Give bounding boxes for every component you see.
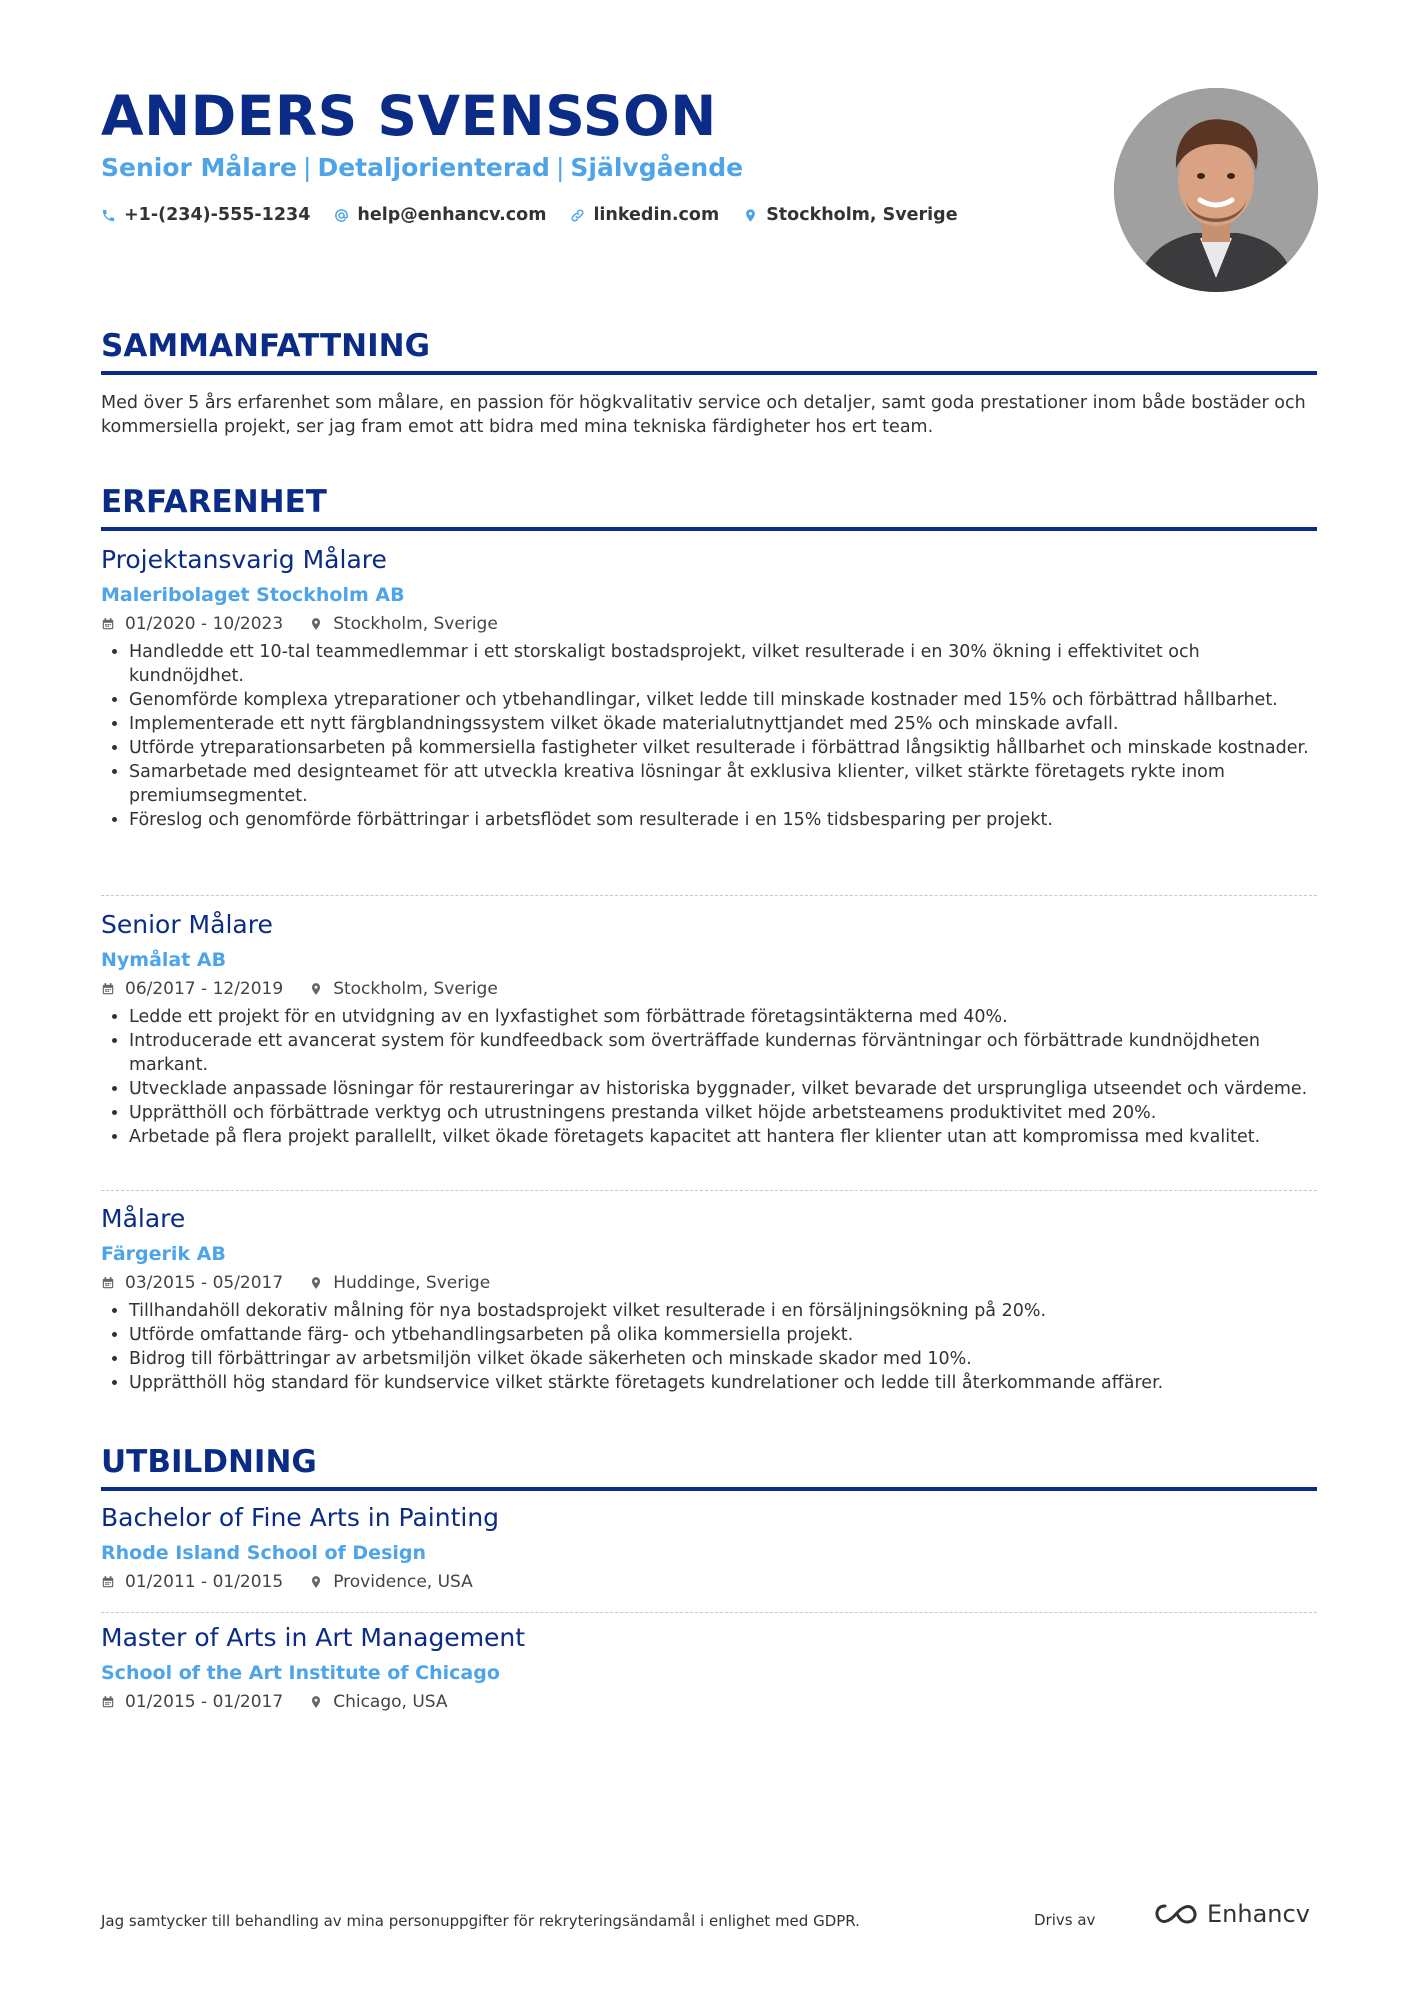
- powered-by-label: Drivs av: [1034, 1911, 1096, 1929]
- phone-text: +1-(234)-555-1234: [124, 205, 311, 225]
- profile-photo: [1114, 88, 1318, 292]
- section-title-summary: SAMMANFATTNING: [101, 328, 431, 364]
- job-location: [309, 612, 498, 636]
- map-pin-icon: [309, 1276, 323, 1290]
- education-location: [309, 1690, 447, 1714]
- tagline-separator: |: [303, 153, 312, 182]
- brand-name: Enhancv: [1207, 1900, 1310, 1928]
- tagline-item: Självgående: [570, 153, 744, 182]
- experience-entry: [101, 544, 1317, 832]
- company-name: Nymålat AB: [101, 949, 227, 971]
- list-item: • Tillhandahöll dekorativ målning för nya bostadsprojekt vilket resulterade i en försäljningsökning på 20%.: [129, 1299, 1317, 1323]
- location-text: Huddinge, Sverige: [333, 1273, 491, 1293]
- list-item: • Upprätthöll hög standard för kundservice vilket stärkte företagets kundrelationer och ledde till återkommande affärer.: [129, 1371, 1317, 1395]
- company-name: Färgerik AB: [101, 1243, 226, 1265]
- dates-text: 01/2015 - 01/2017: [125, 1692, 284, 1712]
- degree-title: Bachelor of Fine Arts in Painting: [101, 1503, 500, 1532]
- section-divider: [101, 527, 1317, 531]
- enhancv-brand-link[interactable]: [1153, 1900, 1310, 1928]
- degree-title: Master of Arts in Art Management: [101, 1623, 526, 1652]
- job-dates: [101, 1271, 283, 1295]
- list-item: • Utförde omfattande färg- och ytbehandlingsarbeten på olika kommersiella projekt.: [129, 1323, 1317, 1347]
- experience-entry: [101, 1203, 1317, 1395]
- entry-divider: [101, 1190, 1317, 1191]
- location-text: Stockholm, Sverige: [766, 205, 958, 225]
- dates-text: 01/2011 - 01/2015: [125, 1572, 284, 1592]
- entry-divider: [101, 895, 1317, 896]
- achievement-list: [101, 640, 1317, 832]
- education-dates: [101, 1690, 283, 1714]
- map-pin-icon: [743, 208, 758, 223]
- list-item: • Utvecklade anpassade lösningar för restaureringar av historiska byggnader, vilket bevarade det ursprungliga utseendet och värdeme.: [129, 1077, 1317, 1101]
- calendar-icon: [101, 1276, 115, 1290]
- calendar-icon: [101, 982, 115, 996]
- list-item: • Föreslog och genomförde förbättringar i arbetsflödet som resulterade i en 15% tidsbesparing per projekt.: [129, 808, 1317, 832]
- calendar-icon: [101, 617, 115, 631]
- education-dates: [101, 1570, 283, 1594]
- education-location: [309, 1570, 473, 1594]
- tagline-item: Detaljorienterad: [317, 153, 550, 182]
- job-dates: [101, 612, 283, 636]
- dates-text: 06/2017 - 12/2019: [125, 979, 284, 999]
- tagline-separator: |: [555, 153, 565, 182]
- link-icon: [570, 208, 585, 223]
- education-meta: [101, 1570, 1317, 1594]
- company-name: Maleribolaget Stockholm AB: [101, 584, 405, 606]
- entry-divider: [101, 1612, 1317, 1613]
- achievement-list: [101, 1005, 1317, 1149]
- section-divider: [101, 371, 1317, 375]
- summary-text: Med över 5 års erfarenhet som målare, en passion för högkvalitativ service och detaljer, samt goda prestationer inom både bostäder och kommersiella projekt, ser jag fram emot att bidra med mina tekniska färdigheter hos ert team.: [101, 393, 1306, 437]
- map-pin-icon: [309, 1575, 323, 1589]
- email-text: help@enhancv.com: [357, 205, 547, 225]
- job-title: Projektansvarig Målare: [101, 545, 387, 574]
- contact-list: [101, 205, 958, 225]
- job-title: Senior Målare: [101, 910, 273, 939]
- job-meta: [101, 977, 1317, 1001]
- map-pin-icon: [309, 982, 323, 996]
- list-item: • Introducerade ett avancerat system för kundfeedback som överträffade kundernas förväntningar och förbättrade kundnöjdheten markant.: [129, 1029, 1317, 1077]
- calendar-icon: [101, 1695, 115, 1709]
- list-item: • Utförde ytreparationsarbeten på kommersiella fastigheter vilket resulterade i förbättrad långsiktig hållbarhet och minskade kostnader.: [129, 736, 1317, 760]
- contact-linkedin[interactable]: [570, 205, 719, 225]
- list-item: • Samarbetade med designteamet för att utveckla kreativa lösningar åt exklusiva klienter, vilket stärkte företagets rykte inom premiumsegmentet.: [129, 760, 1317, 808]
- list-item: • Bidrog till förbättringar av arbetsmiljön vilket ökade säkerheten och minskade skador med 10%.: [129, 1347, 1317, 1371]
- school-name: Rhode Island School of Design: [101, 1542, 427, 1564]
- list-item: • Arbetade på flera projekt parallellt, vilket ökade företagets kapacitet att hantera fler klienter utan att kompromissa med kvalitet.: [129, 1125, 1317, 1149]
- experience-entry: [101, 909, 1317, 1149]
- linkedin-text: linkedin.com: [593, 205, 720, 225]
- enhancv-logo-icon: [1153, 1901, 1199, 1927]
- dates-text: 03/2015 - 05/2017: [125, 1273, 284, 1293]
- list-item: • Genomförde komplexa ytreparationer och ytbehandlingar, vilket ledde till minskade kostnader med 15% och förbättrad hållbarhet.: [129, 688, 1317, 712]
- section-title-education: UTBILDNING: [101, 1444, 317, 1480]
- job-meta: [101, 1271, 1317, 1295]
- education-meta: [101, 1690, 1317, 1714]
- phone-icon: [101, 208, 116, 223]
- location-text: Stockholm, Sverige: [333, 614, 498, 634]
- list-item: • Upprätthöll och förbättrade verktyg och utrustningens prestanda vilket höjde arbetsteamens produktivitet med 20%.: [129, 1101, 1317, 1125]
- list-item: • Ledde ett projekt för en utvidgning av en lyxfastighet som förbättrade företagsintäkterna med 40%.: [129, 1005, 1317, 1029]
- achievement-list: [101, 1299, 1317, 1395]
- gdpr-consent: Jag samtycker till behandling av mina personuppgifter för rekryteringsändamål i enlighet med GDPR.: [101, 1912, 860, 1930]
- candidate-name: ANDERS SVENSSON: [101, 84, 717, 148]
- section-divider: [101, 1487, 1317, 1491]
- job-location: [309, 977, 498, 1001]
- tagline: [101, 153, 743, 182]
- contact-phone[interactable]: [101, 205, 310, 225]
- at-icon: [334, 208, 349, 223]
- map-pin-icon: [309, 617, 323, 631]
- education-entry: [101, 1502, 1317, 1594]
- dates-text: 01/2020 - 10/2023: [125, 614, 284, 634]
- job-dates: [101, 977, 283, 1001]
- contact-email[interactable]: [334, 205, 546, 225]
- list-item: • Implementerade ett nytt färgblandningssystem vilket ökade materialutnyttjandet med 25% och minskade avfall.: [129, 712, 1317, 736]
- calendar-icon: [101, 1575, 115, 1589]
- contact-location: [743, 205, 957, 225]
- education-entry: [101, 1622, 1317, 1714]
- job-location: [309, 1271, 490, 1295]
- job-title: Målare: [101, 1204, 186, 1233]
- location-text: Providence, USA: [333, 1572, 473, 1592]
- section-title-experience: ERFARENHET: [101, 484, 327, 520]
- job-meta: [101, 612, 1317, 636]
- location-text: Stockholm, Sverige: [333, 979, 498, 999]
- location-text: Chicago, USA: [333, 1692, 448, 1712]
- list-item: • Handledde ett 10-tal teammedlemmar i ett storskaligt bostadsprojekt, vilket resulterade i en 30% ökning i effektivitet och kundnöjdhet.: [129, 640, 1317, 688]
- tagline-item: Senior Målare: [101, 153, 298, 182]
- map-pin-icon: [309, 1695, 323, 1709]
- school-name: School of the Art Institute of Chicago: [101, 1662, 500, 1684]
